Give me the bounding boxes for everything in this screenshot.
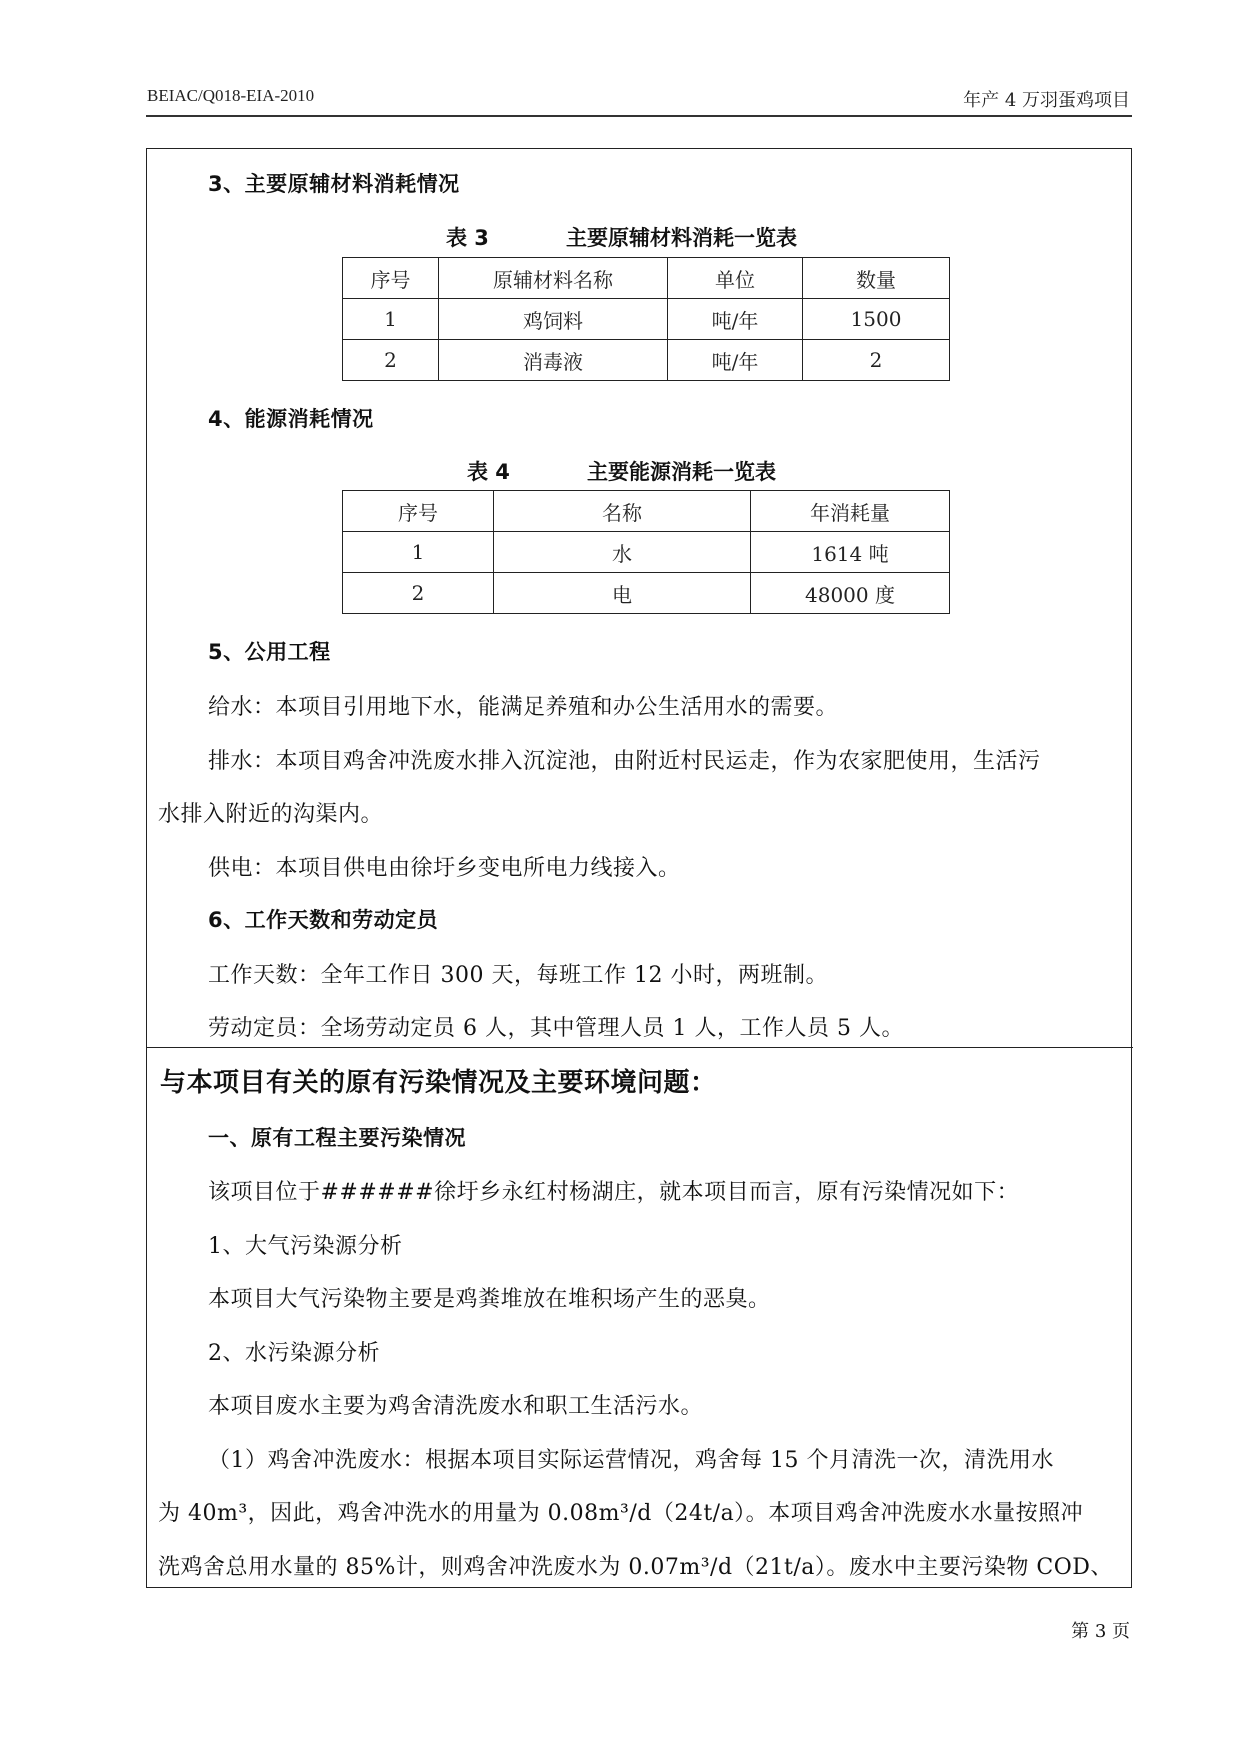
pollution-title: 与本项目有关的原有污染情况及主要环境问题：: [160, 1068, 717, 1098]
cell: 2: [803, 340, 950, 381]
header-rule: [146, 115, 1132, 117]
col-name: 名称: [494, 491, 751, 532]
drainage-text-2: 水排入附近的沟渠内。: [158, 802, 384, 827]
header-code: BEIAC/Q018-EIA-2010: [147, 86, 315, 105]
cell: 吨/年: [668, 340, 803, 381]
table3-caption: [446, 222, 797, 252]
col-quantity: 数量: [803, 258, 950, 299]
staffing-text: 劳动定员：全场劳动定员 6 人，其中管理人员 1 人，工作人员 5 人。: [208, 1016, 904, 1041]
air-text: 本项目大气污染物主要是鸡粪堆放在堆积场产生的恶臭。: [208, 1287, 771, 1312]
table-row: [343, 299, 950, 340]
materials-table: [342, 257, 950, 381]
pollution-sub-heading: 一、原有工程主要污染情况: [208, 1126, 466, 1150]
wash-text-3: 洗鸡舍总用水量的 85%计，则鸡舍冲洗废水为 0.07m³/d（21t/a）。废水中主要污染物 COD、: [158, 1555, 1113, 1580]
cell: 1614 吨: [751, 532, 950, 573]
cell: 吨/年: [668, 299, 803, 340]
wash-text-2: 为 40m³，因此，鸡舍冲洗水的用量为 0.08m³/d（24t/a）。本项目鸡舍冲洗废水水量按照冲: [158, 1501, 1084, 1526]
wash-text-1: （1）鸡舍冲洗废水：根据本项目实际运营情况，鸡舍每 15 个月清洗一次，清洗用水: [208, 1448, 1054, 1473]
pollution-intro: 该项目位于######徐圩乡永红村杨湖庄，就本项目而言，原有污染情况如下：: [208, 1180, 1020, 1205]
staff-heading: 6、工作天数和劳动定员: [208, 908, 439, 932]
energy-table: [342, 490, 950, 614]
table4-title: 主要能源消耗一览表: [587, 460, 776, 484]
table-header-row: [343, 491, 950, 532]
cell: 48000 度: [751, 573, 950, 614]
cell: 消毒液: [439, 340, 668, 381]
cell: 电: [494, 573, 751, 614]
cell: 2: [343, 340, 439, 381]
cell: 1: [343, 299, 439, 340]
table-header-row: [343, 258, 950, 299]
cell: 水: [494, 532, 751, 573]
air-heading: 1、大气污染源分析: [208, 1234, 403, 1259]
drainage-text-1: 排水：本项目鸡舍冲洗废水排入沉淀池，由附近村民运走，作为农家肥使用，生活污: [208, 749, 1041, 774]
page-number: 第 3 页: [1071, 1621, 1130, 1642]
col-index: 序号: [343, 258, 439, 299]
utility-heading: 5、公用工程: [208, 640, 331, 664]
work-days-text: 工作天数：全年工作日 300 天，每班工作 12 小时，两班制。: [208, 963, 828, 988]
water-supply-text: 给水：本项目引用地下水，能满足养殖和办公生活用水的需要。: [208, 695, 839, 720]
cell: 2: [343, 573, 494, 614]
header-project-title: 年产 4 万羽蛋鸡项目: [963, 90, 1130, 111]
cell: 1: [343, 532, 494, 573]
table4-caption: [467, 456, 776, 486]
col-material-name: 原辅材料名称: [439, 258, 668, 299]
water-text: 本项目废水主要为鸡舍清洗废水和职工生活污水。: [208, 1394, 704, 1419]
energy-heading: 4、能源消耗情况: [208, 407, 374, 431]
table-row: [343, 573, 950, 614]
cell: 鸡饲料: [439, 299, 668, 340]
section-divider: [146, 1047, 1133, 1048]
cell: 1500: [803, 299, 950, 340]
water-heading: 2、水污染源分析: [208, 1341, 380, 1366]
table3-title: 主要原辅材料消耗一览表: [566, 226, 797, 250]
col-unit: 单位: [668, 258, 803, 299]
table4-number: 表 4: [467, 460, 510, 484]
col-index: 序号: [343, 491, 494, 532]
table-row: [343, 532, 950, 573]
power-supply-text: 供电：本项目供电由徐圩乡变电所电力线接入。: [208, 856, 681, 881]
table-row: [343, 340, 950, 381]
col-annual-consumption: 年消耗量: [751, 491, 950, 532]
materials-heading: 3、主要原辅材料消耗情况: [208, 172, 460, 196]
table3-number: 表 3: [446, 226, 489, 250]
